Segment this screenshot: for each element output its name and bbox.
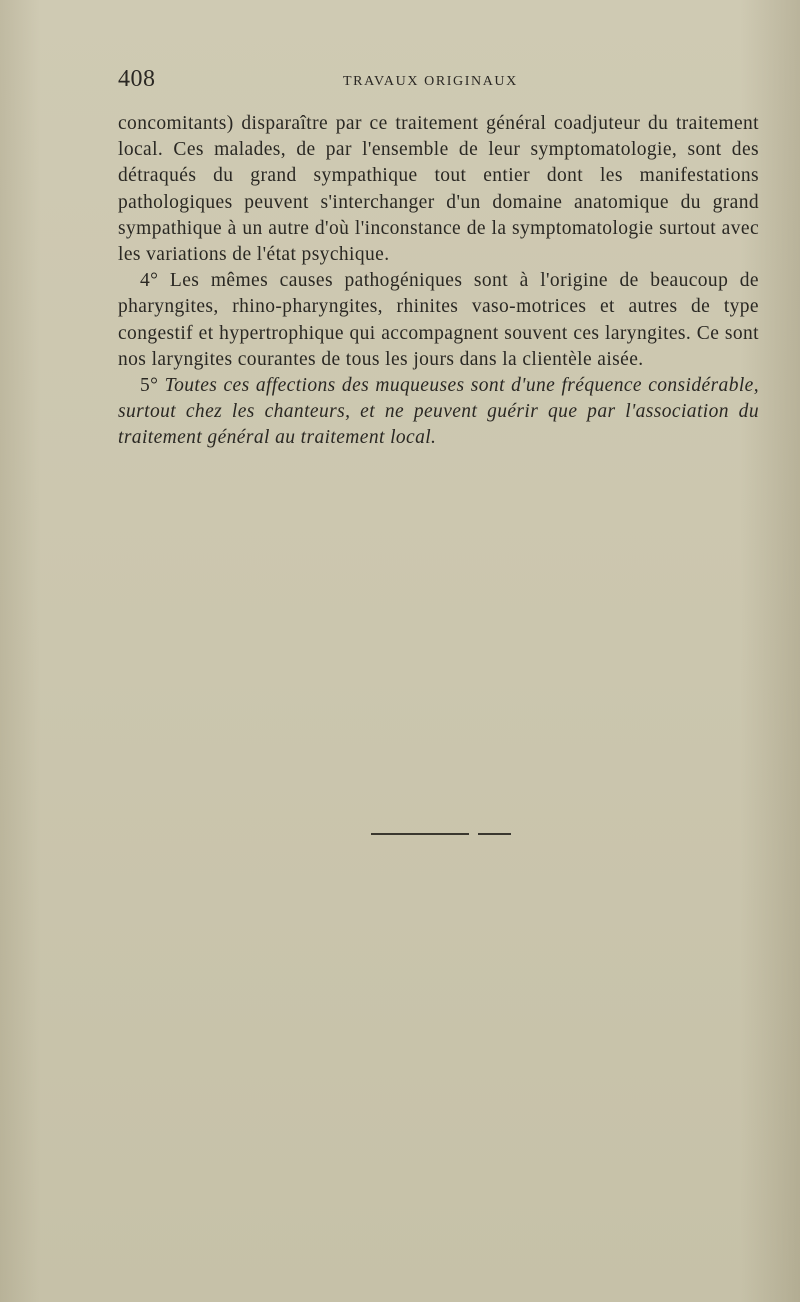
paragraph-2: 4° Les mêmes causes pathogéniques sont à l'origine de beaucoup de pharyngites, rhino-pharyngites, rhinites vaso-motrices et autres de type congestif et hypertrophique qui accompagnent souvent ces laryngites. Ce sont nos laryngites courantes de tous les jours dans la clientèle aisée. [118,270,759,370]
section-rule-short [478,833,511,835]
paragraph-3-number: 5° [140,375,159,397]
section-rule-long [371,833,469,835]
paragraph-3-text: Toutes ces affections des muqueuses sont d'une fréquence considérable, surtout chez les chanteurs, et ne peuvent guérir que par l'association du traitement général au traitement local. [118,375,760,449]
page-number: 408 [118,66,156,92]
body-text [118,111,759,452]
paragraph-1: concomitants) disparaître par ce traitement général coadjuteur du traitement local. Ces malades, de par l'ensemble de leur symptomatologie, sont des détraqués du grand sympathique tout entier dont les manifestations pathologiques peuvent s'interchanger d'un domaine anatomique du grand sympathique à un autre d'où l'inconstance de la symptomatologie surtout avec les variations de l'état psychique. [118,113,759,266]
page-header [118,66,760,96]
running-head: TRAVAUX ORIGINAUX [343,74,518,89]
paragraph-3 [118,373,759,452]
